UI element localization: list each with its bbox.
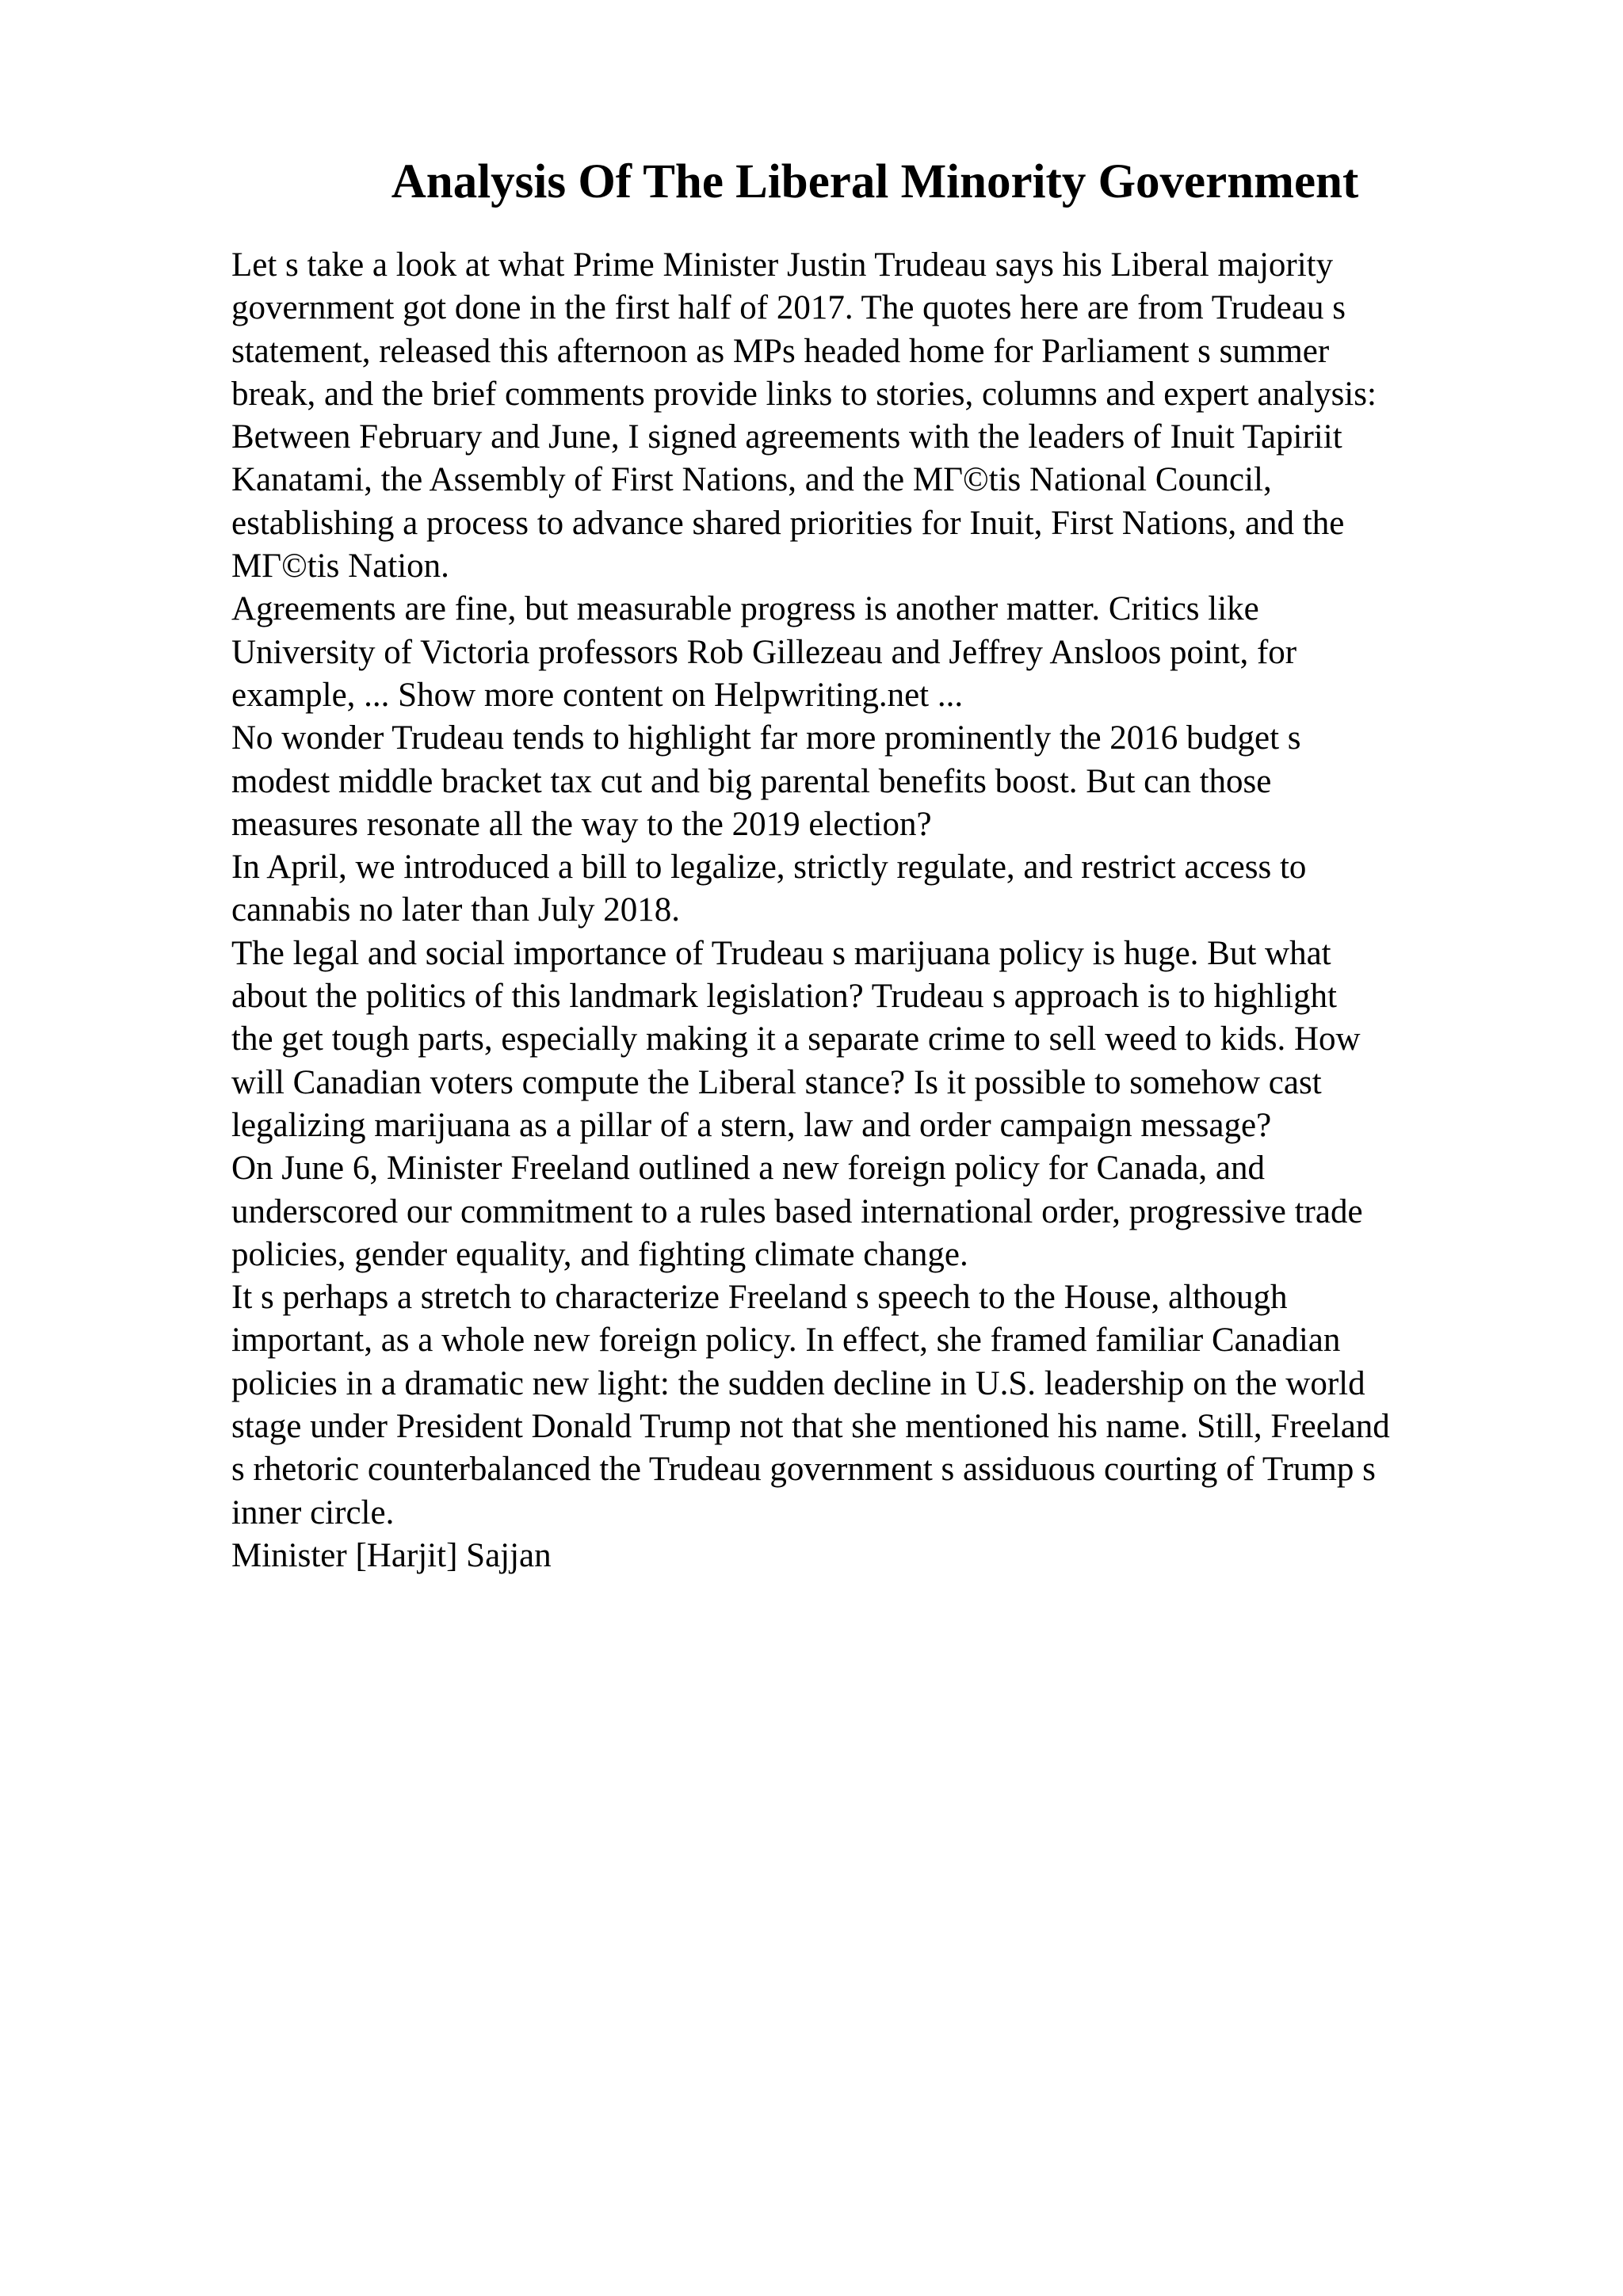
document-body <box>231 244 1515 1577</box>
body-line: measures resonate all the way to the 2019 election? <box>231 805 932 843</box>
body-line: stage under President Donald Trump not that she mentioned his name. Still, Freeland <box>231 1408 1390 1446</box>
body-line: On June 6, Minister Freeland outlined a new foreign policy for Canada, and <box>231 1150 1265 1188</box>
body-line: Kanatami, the Assembly of First Nations, and the MГ©tis National Council, <box>231 461 1272 499</box>
body-line: modest middle bracket tax cut and big parental benefits boost. But can those <box>231 762 1272 800</box>
body-line: important, as a whole new foreign policy. In effect, she framed familiar Canadian <box>231 1322 1341 1360</box>
body-line: legalizing marijuana as a pillar of a stern, law and order campaign message? <box>231 1106 1272 1144</box>
body-line: Minister [Harjit] Sajjan <box>231 1536 552 1574</box>
body-line: the get tough parts, especially making it a separate crime to sell weed to kids. How <box>231 1020 1361 1058</box>
body-line: statement, released this afternoon as MPs headed home for Parliament s summer <box>231 332 1330 370</box>
body-line: cannabis no later than July 2018. <box>231 891 681 929</box>
document-title: Analysis Of The Liberal Minority Government <box>391 155 1359 208</box>
body-line: example, ... Show more content on Helpwriting.net ... <box>231 676 964 714</box>
body-line: Let s take a look at what Prime Minister Justin Trudeau says his Liberal majority <box>231 246 1334 284</box>
body-line: Agreements are fine, but measurable progress is another matter. Critics like <box>231 590 1259 628</box>
body-line: In April, we introduced a bill to legalize, strictly regulate, and restrict access to <box>231 849 1307 887</box>
body-line: The legal and social importance of Trudeau s marijuana policy is huge. But what <box>231 934 1331 972</box>
body-line: MГ©tis Nation. <box>231 547 449 585</box>
body-line: Between February and June, I signed agreements with the leaders of Inuit Tapiriit <box>231 418 1342 456</box>
body-line: policies, gender equality, and fighting climate change. <box>231 1235 968 1273</box>
body-line: s rhetoric counterbalanced the Trudeau government s assiduous courting of Trump s <box>231 1451 1376 1489</box>
body-line: will Canadian voters compute the Liberal stance? Is it possible to somehow cast <box>231 1063 1322 1101</box>
body-line: about the politics of this landmark legislation? Trudeau s approach is to highlight <box>231 978 1337 1016</box>
body-line: government got done in the first half of 2017. The quotes here are from Trudeau s <box>231 289 1346 327</box>
body-line: University of Victoria professors Rob Gillezeau and Jeffrey Ansloos point, for <box>231 633 1297 671</box>
body-line: underscored our commitment to a rules based international order, progressive trade <box>231 1192 1363 1230</box>
body-line: No wonder Trudeau tends to highlight far more prominently the 2016 budget s <box>231 719 1301 757</box>
body-line: establishing a process to advance shared priorities for Inuit, First Nations, and the <box>231 504 1345 542</box>
body-line: policies in a dramatic new light: the sudden decline in U.S. leadership on the world <box>231 1364 1365 1402</box>
body-line: inner circle. <box>231 1493 395 1531</box>
body-line: It s perhaps a stretch to characterize Freeland s speech to the House, although <box>231 1279 1288 1317</box>
body-line: break, and the brief comments provide links to stories, columns and expert analysis: <box>231 375 1377 413</box>
